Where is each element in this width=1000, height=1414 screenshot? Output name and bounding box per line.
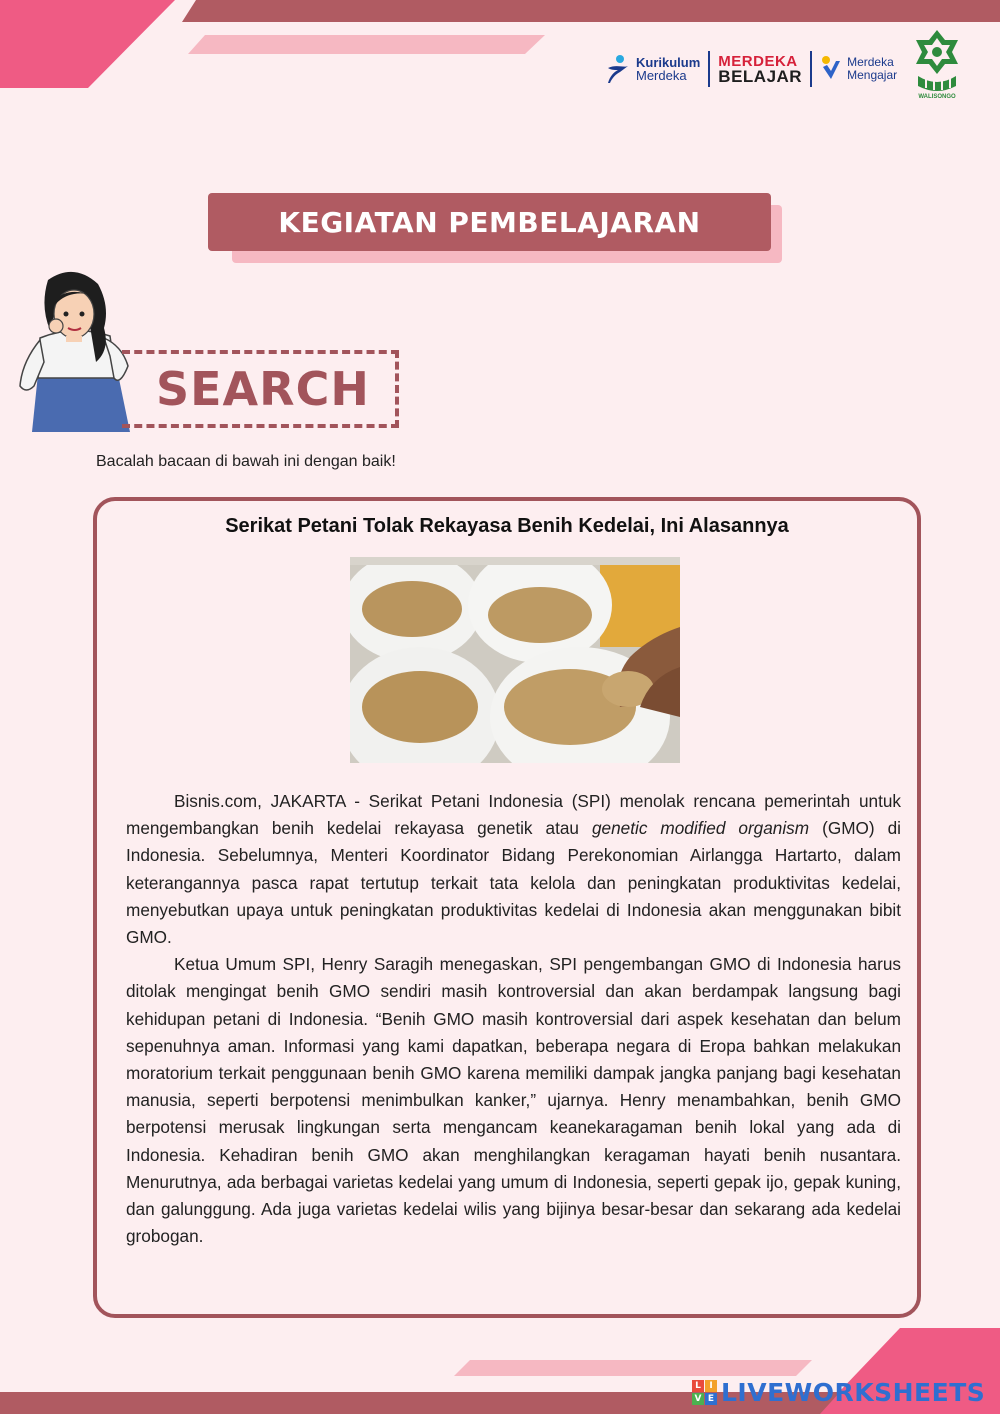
cube-letter-v: V — [692, 1393, 704, 1405]
liveworksheets-watermark — [692, 1378, 985, 1407]
logo1-line1: Kurikulum — [636, 55, 701, 70]
student-illustration — [18, 266, 130, 432]
paragraph-1-italic-term: genetic modified organism — [592, 818, 810, 839]
article-title: Serikat Petani Tolak Rekayasa Benih Kedelai, Ini Alasannya — [225, 515, 789, 537]
walisongo-emblem — [912, 28, 962, 104]
paragraph-1-part-a: Bisnis.com, JAKARTA - Serikat Petani Indonesia (SPI) menolak rencana pemerintah untuk mengembangkan benih kedelai rekayasa genetik atau — [126, 791, 901, 839]
emblem-caption: WALISONGO — [918, 94, 956, 100]
header-logos — [606, 44, 897, 94]
article-paragraph-1 — [126, 788, 901, 951]
logo-divider — [810, 51, 812, 87]
logo3-line2: Mengajar — [847, 68, 898, 82]
article-card — [93, 497, 921, 1318]
soybean-sacks-photo — [350, 557, 680, 763]
instruction-text: Bacalah bacaan di bawah ini dengan baik! — [96, 453, 396, 470]
logo2-line2: BELAJAR — [718, 67, 803, 86]
merdeka-mengajar-icon — [820, 55, 842, 83]
liveworksheets-brand: LIVEWORKSHEETS — [721, 1378, 986, 1407]
logo2-line1: MERDEKA — [718, 53, 798, 70]
section-heading: SEARCH — [156, 362, 370, 416]
title-banner — [208, 193, 771, 251]
article-body — [126, 788, 901, 1250]
cube-letter-l: L — [692, 1380, 704, 1392]
merdeka-belajar-logo — [718, 54, 802, 84]
section-label-box — [122, 350, 399, 428]
logo1-line2: Merdeka — [636, 68, 687, 83]
cube-letter-e: E — [705, 1393, 717, 1405]
liveworksheets-cube-icon — [692, 1380, 717, 1405]
logo-divider — [708, 51, 710, 87]
page-title: KEGIATAN PEMBELAJARAN — [278, 205, 701, 239]
article-paragraph-2: Ketua Umum SPI, Henry Saragih menegaskan, SPI pengembangan GMO di Indonesia harus ditolak mengingat benih GMO sendiri masih kontroversial dan akan berdampak langsung bagi kehidupan petani di Indonesia. “Benih GMO masih kontroversial dari aspek kesehatan dan belum sepenuhnya aman. Informasi yang kami dapatkan, beberapa negara di Eropa bahkan melakukan moratorium terkait penggunaan benih GMO karena memiliki dampak jangka panjang bagi kesehatan manusia, seperti berpotensi menimbulkan kanker,” ujarnya. Henry menambahkan, benih GMO berpotensi merusak lingkungan serta mengancam keanekaragaman benih lokal yang ada di Indonesia. Kehadiran benih GMO akan menghilangkan keragaman hayati benih nusantara. Menurutnya, ada berbagai varietas kedelai yang umum di Indonesia, seperti gepak ijo, gepak kuning, dan galunggung. Ada juga varietas kedelai wilis yang bijinya besar-besar dan sekarang ada kedelai grobogan. — [126, 954, 901, 1247]
kurikulum-merdeka-icon — [606, 54, 630, 84]
cube-letter-i: I — [705, 1380, 717, 1392]
kurikulum-merdeka-logo — [606, 54, 700, 84]
logo3-line1: Merdeka — [847, 55, 894, 69]
merdeka-mengajar-logo — [820, 55, 897, 83]
paragraph-1-part-b: (GMO) di Indonesia. Sebelumnya, Menteri Koordinator Bidang Perekonomian Airlangga Hartarto, dalam keterangannya pasca rapat tertutup terkait tata kelola dan peningkatan produktivitas kedelai, menyebutkan upaya untuk peningkatan produktivitas kedelai di Indonesia akan menggunakan bibit GMO. — [126, 818, 901, 948]
